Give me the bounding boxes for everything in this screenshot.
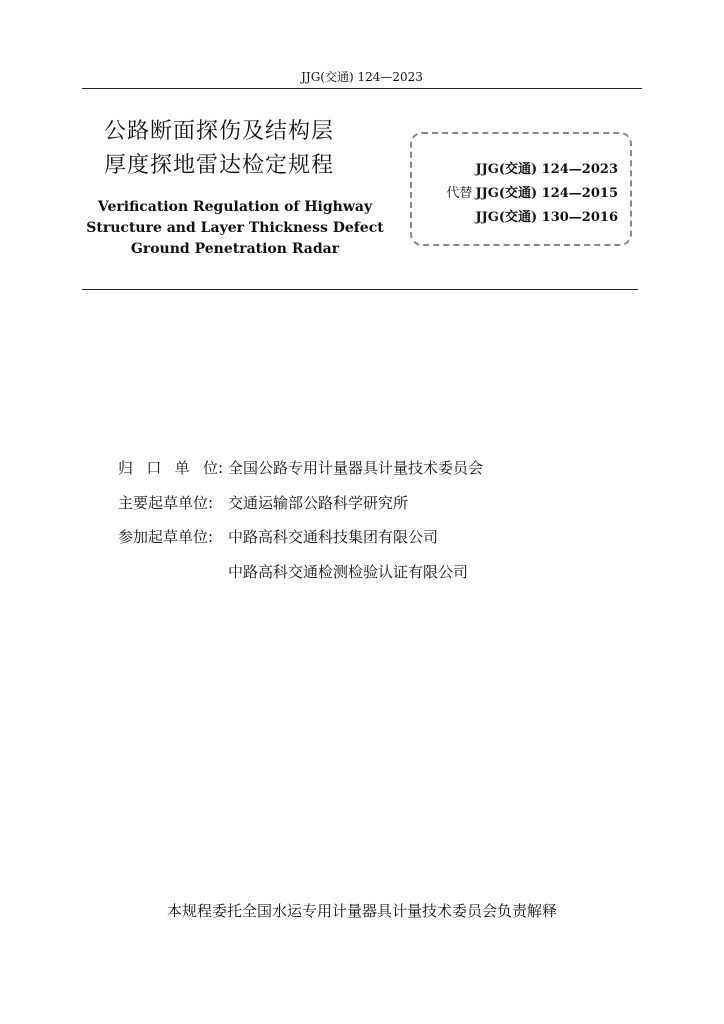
main-drafter-value: 交通运输部公路科学研究所 — [228, 494, 409, 512]
owner-label: 归 口 单 位 : — [118, 459, 224, 477]
english-title-line-2: Structure and Layer Thickness Defect — [86, 220, 384, 236]
chinese-title-line-1: 公路断面探伤及结构层 — [104, 119, 335, 144]
main-drafter-row — [118, 492, 408, 513]
code-current: JJG(交通) 124—2023 — [475, 162, 618, 177]
participant-value-2: 中路高科交通检测检验认证有限公司 — [228, 563, 469, 581]
header-standard-code: JJG(交通) 124—2023 — [301, 70, 423, 84]
participant-row — [118, 526, 438, 547]
replaces-label: 代替 — [446, 186, 473, 201]
owner-row — [118, 457, 483, 478]
english-title-line-1: Verification Regulation of Highway — [97, 199, 373, 215]
participant-label: 参加起草单位: — [118, 528, 214, 546]
code-replaced-1: JJG(交通) 124—2015 — [475, 186, 618, 201]
code-replaces-1 — [446, 182, 618, 201]
chinese-title-line-2: 厚度探地雷达检定规程 — [104, 153, 335, 178]
main-drafter-label: 主要起草单位: — [118, 494, 214, 512]
code-replaced-2: JJG(交通) 130—2016 — [475, 210, 618, 225]
english-title-line-3: Ground Penetration Radar — [130, 241, 340, 257]
owner-value: 全国公路专用计量器具计量技术委员会 — [228, 459, 484, 477]
participant-row-2 — [228, 561, 468, 582]
footer-interpretation-note: 本规程委托全国水运专用计量器具计量技术委员会负责解释 — [166, 902, 557, 920]
title-bottom-rule — [82, 289, 638, 290]
standard-code-box — [410, 132, 632, 246]
header-rule — [82, 88, 642, 89]
english-title — [80, 197, 390, 260]
chinese-title — [104, 115, 334, 183]
participant-value-1: 中路高科交通科技集团有限公司 — [228, 528, 439, 546]
